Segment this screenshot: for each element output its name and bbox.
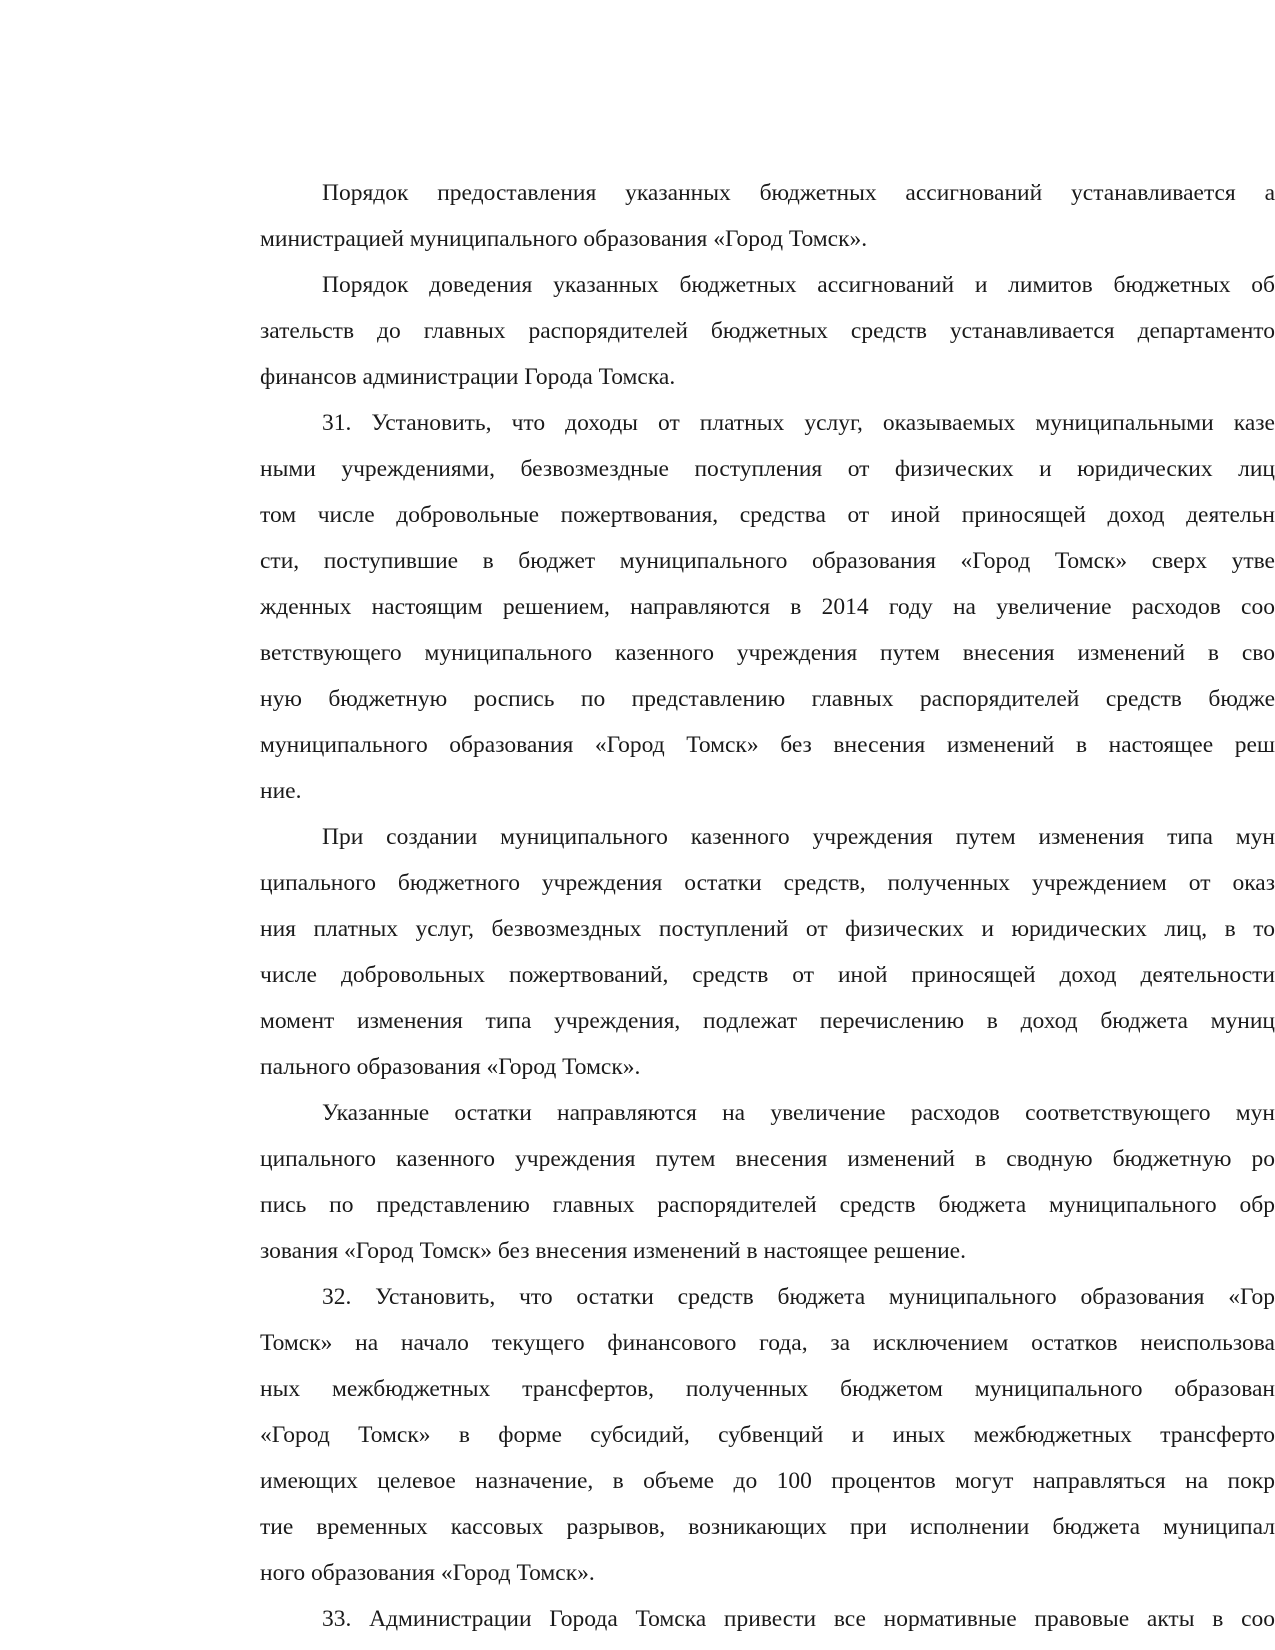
text-line: 32. Установить, что остатки средств бюджета муниципального образования «Гор	[322, 1284, 1275, 1310]
text-line: ния платных услуг, безвозмездных поступлений от физических и юридических лиц, в то	[260, 916, 1275, 942]
text-line: ципального бюджетного учреждения остатки средств, полученных учреждением от оказ	[260, 870, 1275, 896]
text-line: тие временных кассовых разрывов, возникающих при исполнении бюджета муниципал	[260, 1514, 1275, 1540]
text-line: зательств до главных распорядителей бюджетных средств устанавливается департаменто	[260, 318, 1275, 344]
text-line: сти, поступившие в бюджет муниципального образования «Город Томск» сверх утве	[260, 548, 1275, 574]
text-line: ние.	[260, 778, 302, 804]
text-line: Томск» на начало текущего финансового года, за исключением остатков неиспользова	[260, 1330, 1275, 1356]
text-line: момент изменения типа учреждения, подлежат перечислению в доход бюджета муниц	[260, 1008, 1275, 1034]
text-line: пись по представлению главных распорядителей средств бюджета муниципального обр	[260, 1192, 1275, 1218]
text-line: 33. Администрации Города Томска привести все нормативные правовые акты в соо	[322, 1606, 1275, 1632]
text-line: Порядок доведения указанных бюджетных ассигнований и лимитов бюджетных об	[322, 272, 1275, 298]
text-line: пального образования «Город Томск».	[260, 1054, 641, 1080]
text-line: жденных настоящим решением, направляются в 2014 году на увеличение расходов соо	[260, 594, 1275, 620]
text-line: ципального казенного учреждения путем внесения изменений в сводную бюджетную ро	[260, 1146, 1275, 1172]
text-line: министрацией муниципального образования «Город Томск».	[260, 226, 868, 252]
document-body	[260, 170, 1275, 1642]
text-line: числе добровольных пожертвований, средств от иной приносящей доход деятельности	[260, 962, 1275, 988]
text-line: ветствующего муниципального казенного учреждения путем внесения изменений в сво	[260, 640, 1275, 666]
text-line: ного образования «Город Томск».	[260, 1560, 595, 1586]
text-line: ную бюджетную роспись по представлению главных распорядителей средств бюдже	[260, 686, 1275, 712]
text-line: Указанные остатки направляются на увеличение расходов соответствующего мун	[322, 1100, 1275, 1126]
text-line: При создании муниципального казенного учреждения путем изменения типа мун	[322, 824, 1275, 850]
text-line: том числе добровольные пожертвования, средства от иной приносящей доход деятельн	[260, 502, 1275, 528]
text-line: 31. Установить, что доходы от платных услуг, оказываемых муниципальными казе	[322, 410, 1275, 436]
text-line: финансов администрации Города Томска.	[260, 364, 676, 390]
text-line: ными учреждениями, безвозмездные поступления от физических и юридических лиц	[260, 456, 1275, 482]
text-line: зования «Город Томск» без внесения изменений в настоящее решение.	[260, 1238, 966, 1264]
text-line: имеющих целевое назначение, в объеме до 100 процентов могут направляться на покр	[260, 1468, 1275, 1494]
text-line: ных межбюджетных трансфертов, полученных бюджетом муниципального образован	[260, 1376, 1275, 1402]
text-line: Порядок предоставления указанных бюджетных ассигнований устанавливается а	[322, 180, 1275, 206]
text-line: «Город Томск» в форме субсидий, субвенций и иных межбюджетных трансферто	[260, 1422, 1275, 1448]
text-line: муниципального образования «Город Томск» без внесения изменений в настоящее реш	[260, 732, 1275, 758]
